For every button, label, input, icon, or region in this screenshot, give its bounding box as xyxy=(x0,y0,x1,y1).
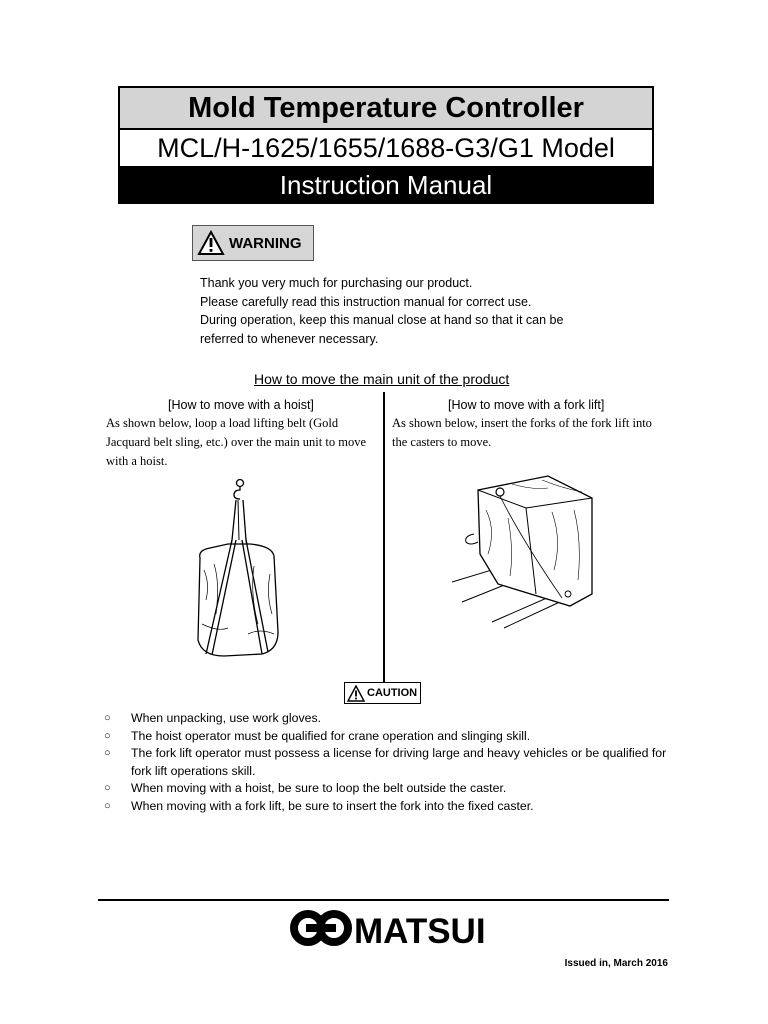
forklift-line: the casters to move. xyxy=(392,435,492,449)
list-item: ○ The fork lift operator must possess a license for driving large and heavy vehicles or be qualified for fork lift operations skill. xyxy=(104,745,684,780)
issue-date: Issued in, March 2016 xyxy=(564,958,668,969)
intro-line: Thank you very much for purchasing our product. xyxy=(200,276,473,290)
list-item: ○ When unpacking, use work gloves. xyxy=(104,710,684,728)
warning-label: WARNING xyxy=(229,234,302,252)
caution-badge xyxy=(344,682,421,704)
bullet-circle-icon: ○ xyxy=(104,799,111,812)
document-title: Mold Temperature Controller xyxy=(120,88,652,130)
intro-line: Please carefully read this instruction manual for correct use. xyxy=(200,294,532,309)
manual-label: Instruction Manual xyxy=(120,168,652,202)
bullet-circle-icon: ○ xyxy=(104,747,111,759)
hoist-illustration xyxy=(188,474,288,666)
matsui-logo xyxy=(290,903,486,953)
bullet-circle-icon: ○ xyxy=(104,782,111,794)
list-item: ○ When moving with a hoist, be sure to loop the belt outside the caster. xyxy=(104,780,684,798)
warning-triangle-icon xyxy=(197,230,225,256)
caution-label: CAUTION xyxy=(367,687,418,699)
forklift-line: As shown below, insert the forks of the fork lift into xyxy=(392,416,652,430)
list-item: ○ The hoist operator must be qualified for crane operation and slinging skill. xyxy=(104,728,684,746)
caution-list xyxy=(104,710,684,815)
forklift-text xyxy=(392,414,652,452)
forklift-heading: [How to move with a fork lift] xyxy=(448,398,605,412)
forklift-illustration xyxy=(452,470,622,630)
caution-triangle-icon xyxy=(347,685,365,702)
bullet-circle-icon: ○ xyxy=(104,729,111,742)
hoist-heading: [How to move with a hoist] xyxy=(168,398,314,412)
hoist-line: Jacquard belt sling, etc.) over the main unit to move xyxy=(106,435,366,449)
hoist-line: with a hoist. xyxy=(106,454,168,468)
hoist-line: As shown below, loop a load lifting belt (Gold xyxy=(106,416,339,430)
warning-badge xyxy=(192,225,314,261)
intro-text xyxy=(200,274,620,348)
bullet-circle-icon: ○ xyxy=(104,712,111,724)
intro-line: During operation, keep this manual close at hand so that it can be xyxy=(200,313,564,327)
intro-line: referred to whenever necessary. xyxy=(200,331,379,346)
footer-rule xyxy=(98,899,669,901)
logo-text: MATSUI xyxy=(354,912,486,951)
model-name: MCL/H-1625/1655/1688-G3/G1 Model xyxy=(120,130,652,168)
hoist-text xyxy=(106,414,366,471)
column-divider xyxy=(383,392,385,682)
list-item: ○ When moving with a fork lift, be sure to insert the fork into the fixed caster. xyxy=(104,798,684,816)
move-section-heading: How to move the main unit of the product xyxy=(254,371,510,387)
title-block xyxy=(118,86,654,204)
